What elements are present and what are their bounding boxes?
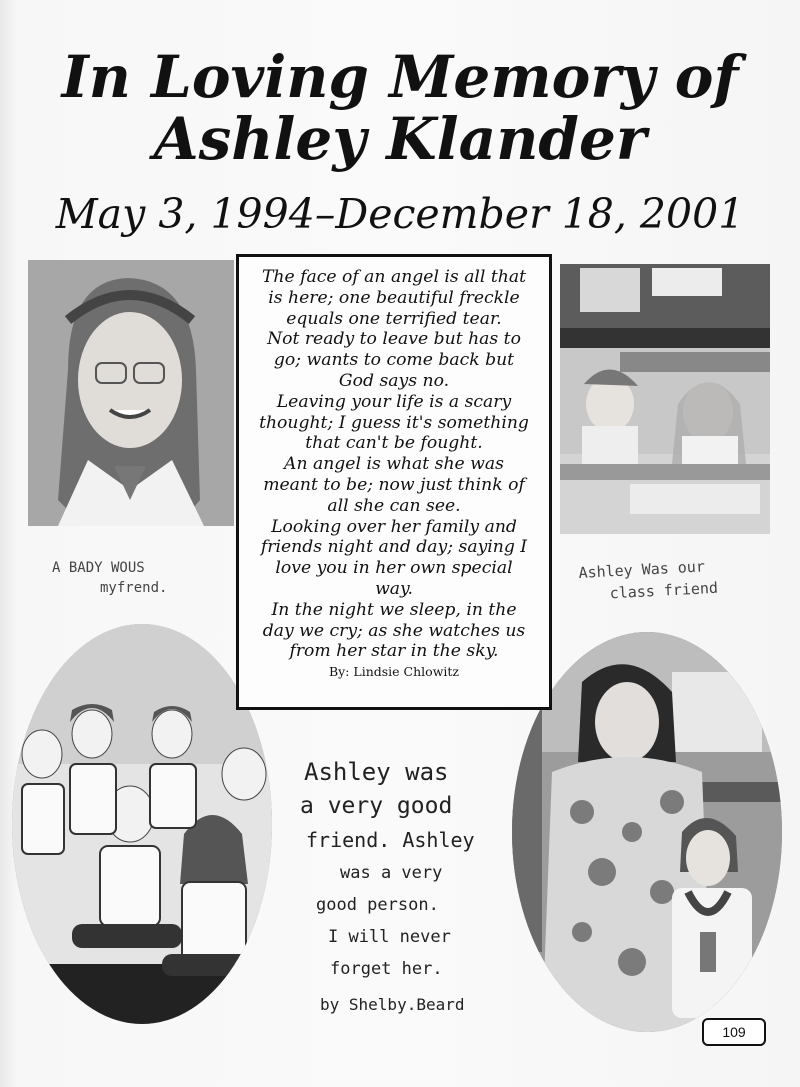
cheerleader-team-photo [12,624,272,1024]
poem-line: is here; one beautiful freckle [268,287,520,308]
poem-line: thought; I guess it's something [259,412,529,433]
poem-line: Not ready to leave but has to [267,329,521,350]
handwritten-letter [300,755,510,1025]
note-left-line: myfrend. [100,580,168,596]
poem-line: friends night and day; saying I [260,537,528,558]
poem-line: Looking over her family and [271,516,517,537]
poem-line: In the night we sleep, in the [271,599,517,620]
memorial-dates: May 3, 1994–December 18, 2001 [55,190,745,238]
poem-line: equals one terrified tear. [286,308,502,329]
classroom-photo [560,264,770,534]
portrait-photo [28,260,234,526]
letter-line: a very good [300,793,453,819]
note-right-line: Ashley Was our [578,557,706,582]
teacher-and-ashley-photo [512,632,782,1032]
handwritten-note-left [52,558,167,598]
note-right-line: class friend [609,578,719,603]
letter-signature: by Shelby.Beard [320,995,465,1014]
page-number: 109 [702,1018,766,1046]
letter-line: was a very [340,863,443,883]
memorial-title-line-1: In Loving Memory of [61,43,739,111]
poem-line: go; wants to come back but [273,350,515,371]
poem-line: from her star in the sky. [289,641,499,662]
memorial-title-line-2: Ashley Klander [153,105,647,173]
letter-line: forget her. [330,959,443,979]
poem-line: meant to be; now just think of [263,474,525,495]
poem-line: that can't be fought. [305,433,483,454]
poem-line: love you in her own special [275,558,513,579]
poem-line: The face of an angel is all that [261,267,527,287]
letter-line: good person. [316,895,439,915]
poem-line: Leaving your life is a scary [276,391,512,412]
poem-line: God says no. [338,370,450,391]
poem-line: way. [375,578,413,599]
letter-line: friend. Ashley [306,828,475,852]
poem-line: all she can see. [327,495,461,516]
handwritten-note-right [578,555,718,606]
memorial-poem [236,254,552,710]
letter-line: Ashley was [304,758,449,786]
note-left-line: A BADY WOUS [52,560,145,576]
poem-author: By: Lindsie Chlowitz [328,664,459,680]
letter-line: I will never [328,927,451,947]
poem-line: day we cry; as she watches us [262,620,526,641]
poem-line: An angel is what she was [284,454,504,475]
